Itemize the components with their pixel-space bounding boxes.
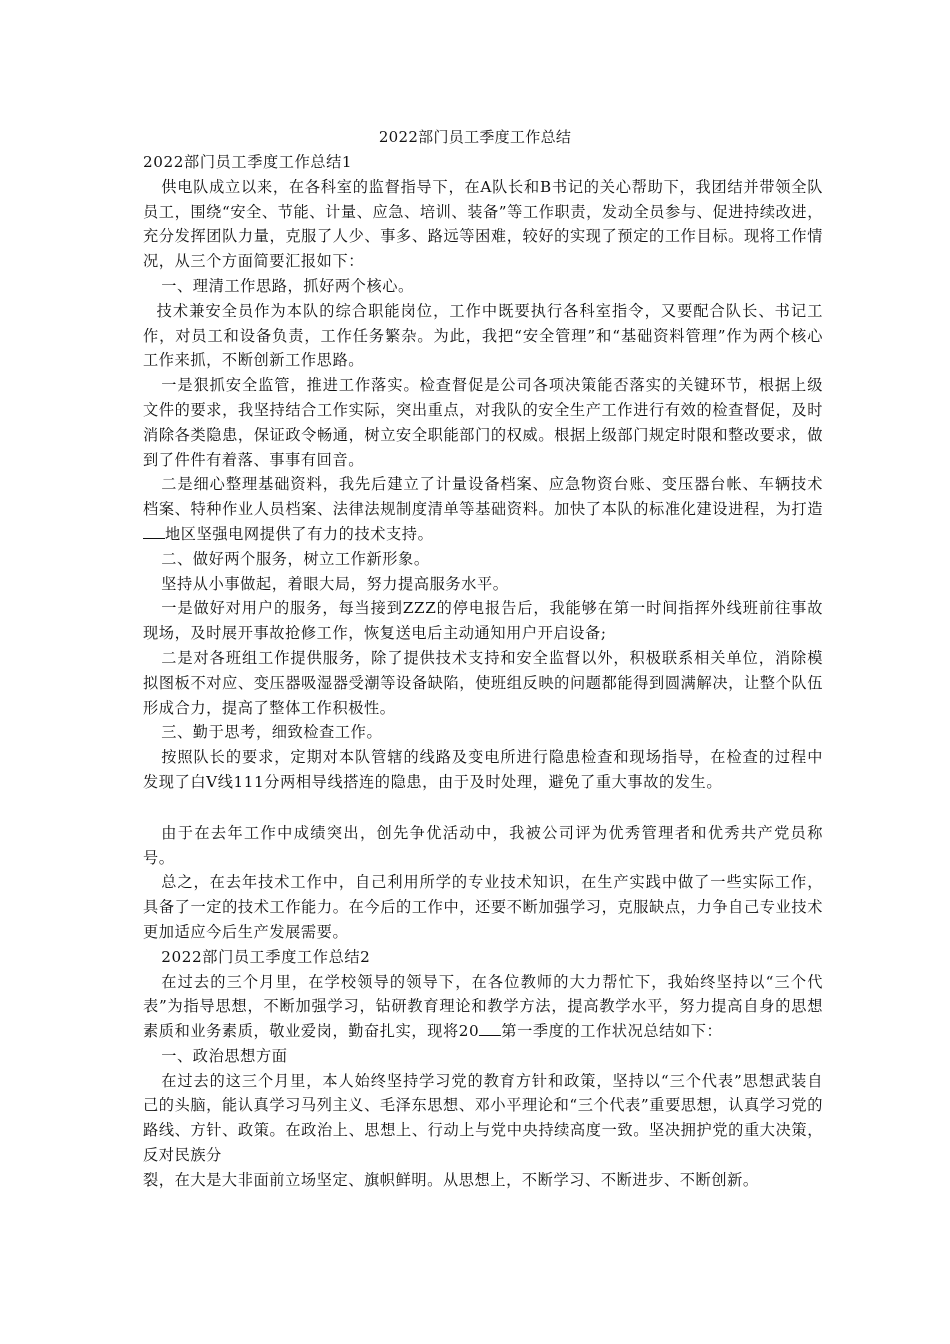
paragraph: 由于在去年工作中成绩突出，创先争优活动中，我被公司评为优秀管理者和优秀共产党员称号。 — [143, 823, 823, 867]
paragraph: 供电队成立以来，在各科室的监督指导下，在A队长和B书记的关心帮助下，我团结并带领全队员工，围绕“安全、节能、计量、应急、培训、装备”等工作职责，发动全员参与、促进持续改进，充分发挥团队力量，克服了人少、事多、路远等困难，较好的实现了预定的工作目标。现将工作情况，从三个方面简要汇报如下： — [143, 177, 823, 271]
subheading: 一、理清工作思路，抓好两个核心。 — [161, 276, 414, 295]
paragraph-text: 地区坚强电网提供了有力的技术支持。 — [165, 524, 434, 543]
paragraph-text: 第一季度的工作状况总结如下： — [501, 1022, 723, 1041]
section-2-heading: 2022部门员工季度工作总结2 — [161, 947, 371, 966]
paragraph-text: 在过去的三个月里，在学校领导的领导下，在各位教师的大力帮忙下，我始终坚持以“三个代表”为指导思想，不断加强学习，钻研教育理论和教学方法，提高教学水平，努力提高自身的思想素质和业务素质，敬业爱岗，勤奋扎实，现将20 — [143, 972, 823, 1041]
subheading: 一、政治思想方面 — [161, 1046, 288, 1065]
paragraph: 一是狠抓安全监管，推进工作落实。检查督促是公司各项决策能否落实的关键环节，根据上级文件的要求，我坚持结合工作实际，突出重点，对我队的安全生产工作进行有效的检查督促，及时消除各类隐患，保证政令畅通，树立安全职能部门的权威。根据上级部门规定时限和整改要求，做到了件件有着落、事事有回音。 — [143, 376, 823, 469]
document-body — [143, 150, 823, 1193]
paragraph: 坚持从小事做起，着眼大局，努力提高服务水平。 — [161, 574, 509, 593]
paragraph: 一是做好对用户的服务，每当接到ZZZ的停电报告后，我能够在第一时间指挥外线班前往事故现场，及时展开事故抢修工作，恢复送电后主动通知用户开启设备; — [143, 599, 823, 643]
paragraph: 按照队长的要求，定期对本队管辖的线路及变电所进行隐患检查和现场指导，在检查的过程中发现了白V线111分两相导线搭连的隐患，由于及时处理，避免了重大事故的发生。 — [143, 748, 823, 791]
paragraph: 总之，在去年技术工作中，自己利用所学的专业技术知识，在生产实践中做了一些实际工作，具备了一定的技术工作能力。在今后的工作中，还要不断加强学习，克服缺点，力争自己专业技术更加适应今后生产发展需要。 — [143, 873, 823, 941]
paragraph-text: 二是细心整理基础资料，我先后建立了计量设备档案、应急物资台账、变压器台帐、车辆技术档案、特种作业人员档案、法律法规制度清单等基础资料。加快了本队的标准化建设进程，为打造 — [143, 475, 823, 519]
section-1-heading: 2022部门员工季度工作总结1 — [143, 153, 353, 171]
blank-underline — [143, 524, 165, 539]
paragraph — [143, 472, 823, 546]
document-title: 2022部门员工季度工作总结 — [378, 128, 572, 146]
paragraph: 裂，在大是大非面前立场坚定、旗帜鲜明。从思想上，不断学习、不断进步、不断创新。 — [143, 1170, 759, 1189]
subheading: 二、做好两个服务，树立工作新形象。 — [161, 549, 430, 568]
blank-line — [143, 795, 823, 821]
paragraph: 二是对各班组工作提供服务，除了提供技术支持和安全监督以外，积极联系相关单位，消除模拟图板不对应、变压器吸湿器受潮等设备缺陷，使班组反映的问题都能得到圆满解决，让整个队伍形成合力，提高了整体工作积极性。 — [143, 648, 823, 717]
blank-underline — [479, 1021, 501, 1036]
subheading: 三、勤于思考，细致检查工作。 — [161, 723, 383, 742]
paragraph: 技术兼安全员作为本队的综合职能岗位，工作中既要执行各科室指令，又要配合队长、书记工作，对员工和设备负责，工作任务繁杂。为此，我把“安全管理”和“基础资料管理”作为两个核心工作来抓，不断创新工作思路。 — [143, 301, 823, 370]
paragraph — [143, 970, 823, 1044]
paragraph: 在过去的这三个月里，本人始终坚持学习党的教育方针和政策，坚持以“三个代表”思想武装自己的头脑，能认真学习马列主义、毛泽东思想、邓小平理论和“三个代表”重要思想，认真学习党的路线、方针、政策。在政治上、思想上、行动上与党中央持续高度一致。坚决拥护党的重大决策，反对民族分 — [143, 1071, 823, 1165]
